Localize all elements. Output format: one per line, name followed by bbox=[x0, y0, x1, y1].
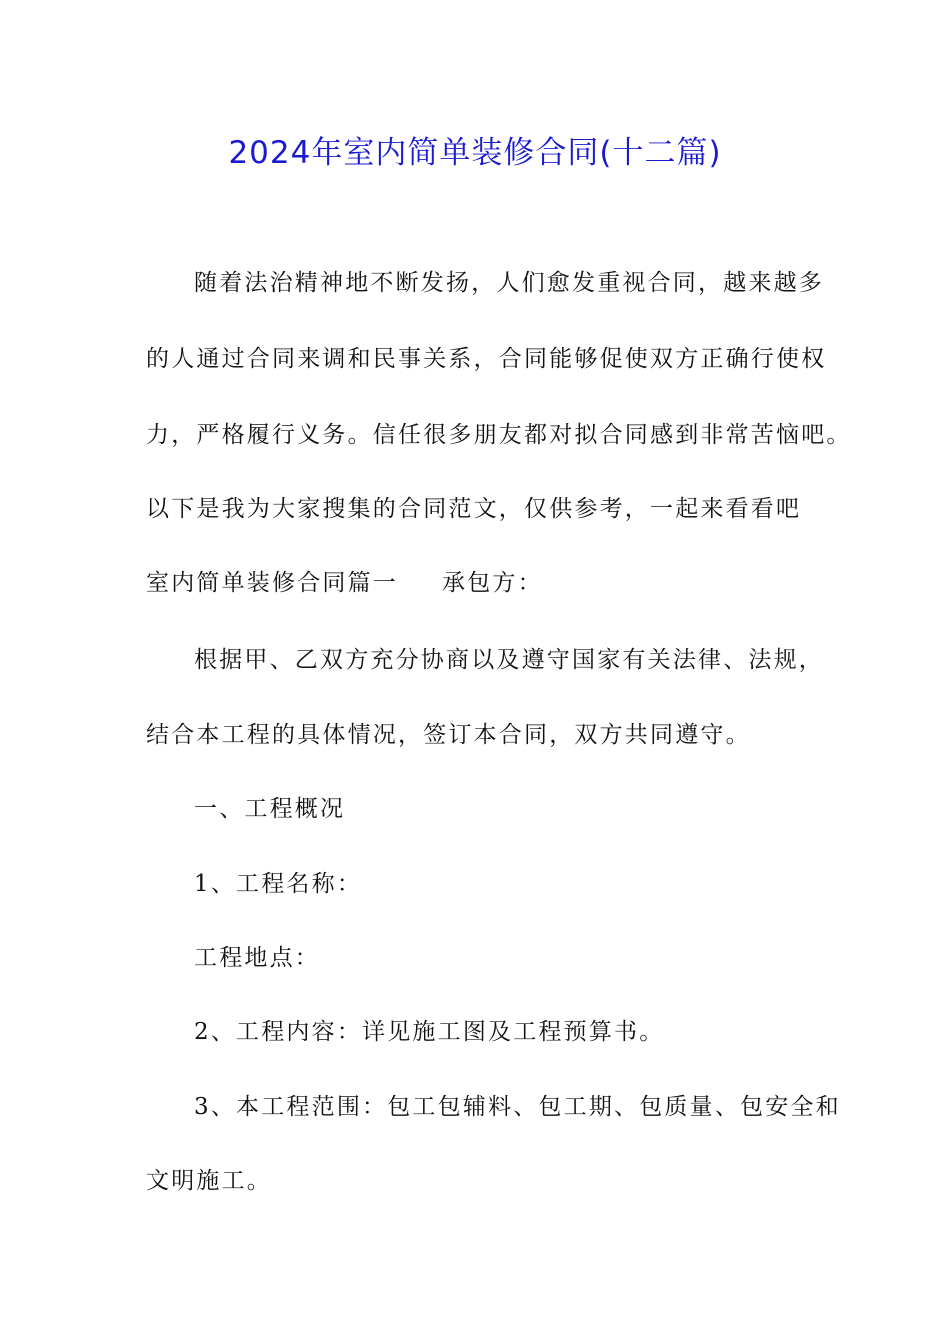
body-line-1: 根据甲、乙双方充分协商以及遵守国家有关法律、法规， bbox=[194, 647, 824, 673]
intro-line-4: 以下是我为大家搜集的合同范文，仅供参考，一起来看看吧 bbox=[146, 496, 802, 522]
intro-line-1: 随着法治精神地不断发扬，人们愈发重视合同，越来越多 bbox=[194, 270, 824, 296]
intro-line-2: 的人通过合同来调和民事关系，合同能够促使双方正确行使权 bbox=[146, 346, 827, 372]
body-line-2: 结合本工程的具体情况，签订本合同，双方共同遵守。 bbox=[146, 722, 751, 748]
body-line-6: 2、工程内容：详见施工图及工程预算书。 bbox=[194, 1019, 665, 1045]
body-line-3: 一、工程概况 bbox=[194, 796, 346, 822]
body-line-8: 文明施工。 bbox=[146, 1168, 272, 1194]
document-title: 2024年室内简单装修合同(十二篇) bbox=[228, 135, 722, 171]
section-heading: 室内简单装修合同篇一 bbox=[146, 570, 398, 596]
body-line-4: 1、工程名称： bbox=[194, 871, 363, 897]
section-heading-line bbox=[146, 563, 543, 603]
intro-line-3: 力，严格履行义务。信任很多朋友都对拟合同感到非常苦恼吧。 bbox=[146, 422, 852, 448]
body-line-7: 3、本工程范围：包工包辅料、包工期、包质量、包安全和 bbox=[194, 1094, 841, 1120]
contractor-label: 承包方： bbox=[442, 570, 543, 596]
body-line-5: 工程地点： bbox=[194, 945, 320, 971]
